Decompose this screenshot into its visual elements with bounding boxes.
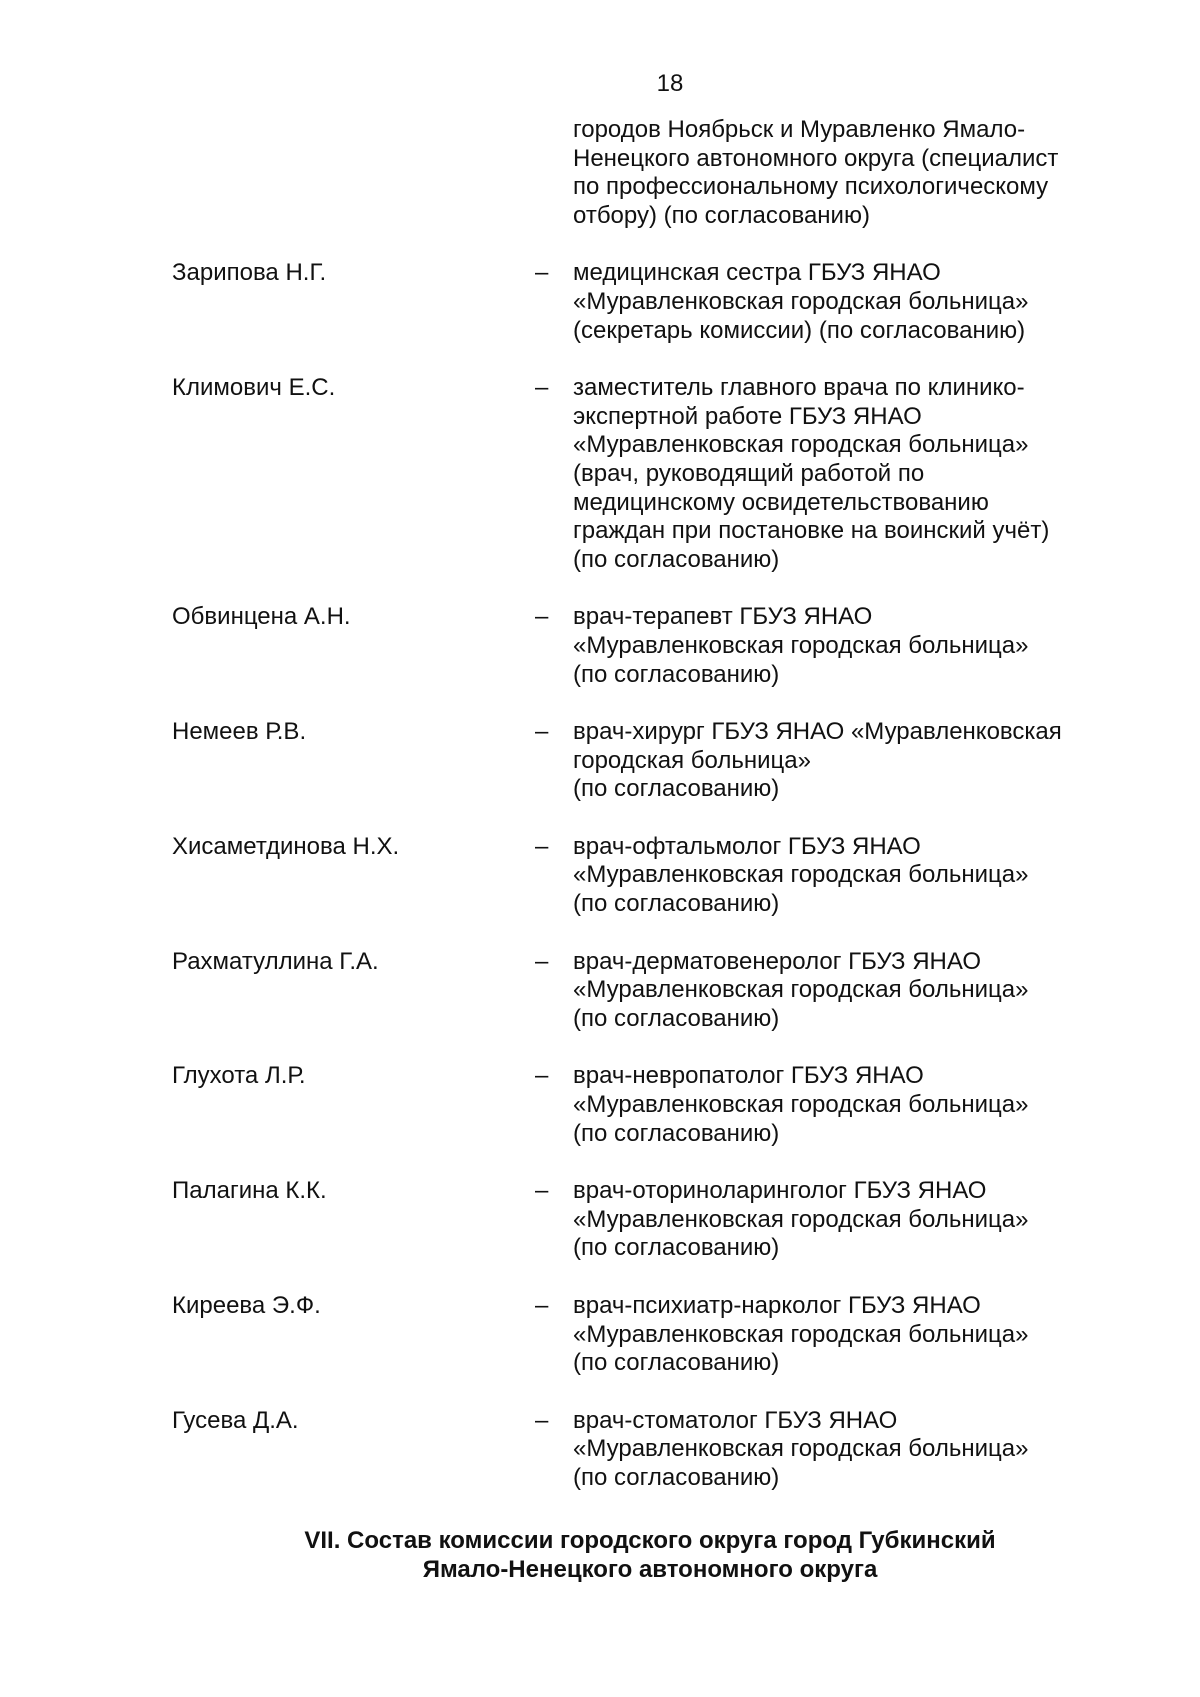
dash-separator: –: [535, 259, 549, 287]
member-position: [573, 718, 1133, 804]
description-line: (по согласованию): [573, 545, 780, 573]
description-line: отбору) (по согласованию): [573, 201, 870, 229]
dash-separator: –: [535, 947, 549, 975]
section-heading-line: VII. Состав комиссии городского округа город Губкинский: [304, 1527, 996, 1554]
description-line: «Муравленковская городская больница»: [573, 861, 1029, 889]
description-line: (по согласованию): [573, 1004, 780, 1032]
continued-entry: [0, 116, 1200, 230]
description-line: «Муравленковская городская больница»: [573, 976, 1029, 1004]
section-heading-line: Ямало-Ненецкого автономного округа: [422, 1556, 878, 1583]
member-row: [0, 603, 1200, 689]
member-position: [573, 1177, 1133, 1263]
description-line: «Муравленковская городская больница»: [573, 1205, 1029, 1233]
dash-separator: –: [535, 1177, 549, 1205]
description-line: Ненецкого автономного округа (специалист: [573, 144, 1059, 172]
member-name: Гусева Д.А.: [172, 1406, 299, 1434]
description-line: врач-хирург ГБУЗ ЯНАО «Муравленковская: [573, 718, 1062, 746]
description-line: экспертной работе ГБУЗ ЯНАО: [573, 402, 922, 430]
description-line: врач-невропатолог ГБУЗ ЯНАО: [573, 1062, 924, 1090]
member-position: [573, 1407, 1133, 1493]
member-row: [0, 833, 1200, 919]
member-row: [0, 1062, 1200, 1148]
description-line: врач-офтальмолог ГБУЗ ЯНАО: [573, 832, 921, 860]
member-name: Глухота Л.Р.: [172, 1062, 306, 1090]
member-name: Зарипова Н.Г.: [172, 259, 327, 287]
continued-entry-description: [573, 116, 1133, 230]
dash-separator: –: [535, 1062, 549, 1090]
description-line: по профессиональному психологическому: [573, 173, 1049, 201]
dash-separator: –: [535, 1406, 549, 1434]
description-line: «Муравленковская городская больница»: [573, 287, 1029, 315]
member-row: [0, 948, 1200, 1034]
description-line: «Муравленковская городская больница»: [573, 631, 1029, 659]
member-row: [0, 1407, 1200, 1493]
description-line: «Муравленковская городская больница»: [573, 1320, 1029, 1348]
member-row: [0, 259, 1200, 345]
members: [0, 259, 1200, 1492]
dash-separator: –: [535, 1292, 549, 1319]
description-line: граждан при постановке на воинский учёт): [573, 517, 1050, 545]
description-line: врач-психиатр-нарколог ГБУЗ ЯНАО: [573, 1292, 981, 1319]
member-position: [573, 1292, 1133, 1378]
member-row: [0, 374, 1200, 574]
member-name: Палагина К.К.: [172, 1177, 327, 1205]
dash-separator: –: [535, 603, 549, 631]
member-position: [573, 833, 1133, 919]
description-line: (врач, руководящий работой по: [573, 459, 925, 487]
member-row: [0, 718, 1200, 804]
member-row: [0, 1177, 1200, 1263]
description-line: заместитель главного врача по клинико-: [573, 374, 1025, 402]
description-line: «Муравленковская городская больница»: [573, 1435, 1029, 1463]
member-name: Рахматуллина Г.А.: [172, 947, 379, 975]
section-heading: [0, 1526, 1200, 1584]
description-line: городская больница»: [573, 746, 811, 774]
description-line: городов Ноябрьск и Муравленко Ямало-: [573, 116, 1026, 143]
description-line: (по согласованию): [573, 1349, 780, 1377]
member-position: [573, 1062, 1133, 1148]
description-line: врач-оториноларинголог ГБУЗ ЯНАО: [573, 1177, 987, 1205]
member-position: [573, 374, 1133, 574]
page-number: 18: [656, 70, 684, 97]
description-line: (по согласованию): [573, 1234, 780, 1262]
dash-separator: –: [535, 832, 549, 860]
description-line: (секретарь комиссии) (по согласованию): [573, 316, 1026, 344]
description-line: (по согласованию): [573, 890, 780, 918]
description-line: медицинская сестра ГБУЗ ЯНАО: [573, 259, 941, 287]
commission-member-list: [0, 116, 1200, 1522]
description-line: «Муравленковская городская больница»: [573, 431, 1029, 459]
member-name: Киреева Э.Ф.: [172, 1292, 321, 1319]
description-line: (по согласованию): [573, 1463, 780, 1491]
description-line: врач-терапевт ГБУЗ ЯНАО: [573, 603, 873, 631]
description-line: врач-стоматолог ГБУЗ ЯНАО: [573, 1406, 898, 1434]
member-name: Немеев Р.В.: [172, 718, 307, 746]
member-name: Климович Е.С.: [172, 374, 336, 402]
member-row: [0, 1292, 1200, 1378]
description-line: «Муравленковская городская больница»: [573, 1091, 1029, 1119]
member-name: Хисаметдинова Н.Х.: [172, 832, 400, 860]
member-position: [573, 948, 1133, 1034]
description-line: (по согласованию): [573, 775, 780, 803]
description-line: врач-дерматовенеролог ГБУЗ ЯНАО: [573, 947, 982, 975]
member-name: Обвинцена А.Н.: [172, 603, 351, 631]
dash-separator: –: [535, 374, 549, 402]
description-line: (по согласованию): [573, 660, 780, 688]
member-position: [573, 603, 1133, 689]
description-line: медицинскому освидетельствованию: [573, 488, 989, 516]
description-line: (по согласованию): [573, 1119, 780, 1147]
member-position: [573, 259, 1133, 345]
dash-separator: –: [535, 718, 549, 746]
